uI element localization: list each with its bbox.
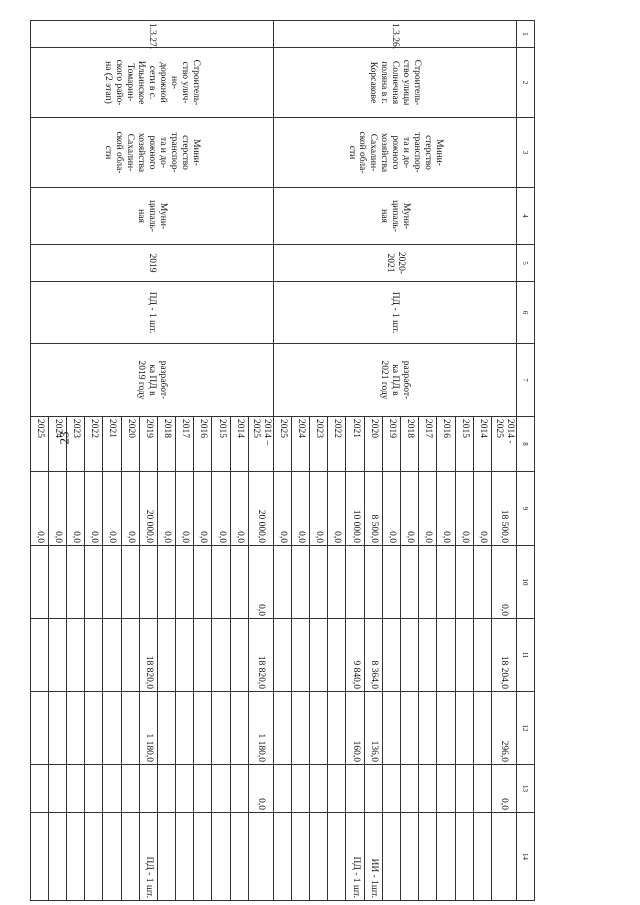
federal-value — [437, 546, 455, 619]
local-value: 1 180,0 — [139, 692, 157, 765]
other-value — [473, 765, 491, 813]
result-value — [67, 813, 85, 901]
regional-value: 18 204,0 — [491, 619, 516, 692]
column-number: 3 — [516, 118, 534, 188]
total-value: 0,0 — [291, 472, 309, 546]
total-value: 0,0 — [121, 472, 139, 546]
local-value — [273, 692, 291, 765]
design-docs: ПД - 1 шт. — [273, 282, 516, 344]
local-value — [401, 692, 419, 765]
regional-value — [473, 619, 491, 692]
year: 2018 — [401, 417, 419, 472]
federal-value — [139, 546, 157, 619]
local-value — [30, 692, 48, 765]
federal-value — [194, 546, 212, 619]
regional-value — [157, 619, 175, 692]
column-number: 8 — [516, 417, 534, 472]
federal-value — [419, 546, 437, 619]
regional-value — [67, 619, 85, 692]
year: 2015 — [212, 417, 230, 472]
regional-value — [176, 619, 194, 692]
year: 2018 — [157, 417, 175, 472]
year: 2017 — [176, 417, 194, 472]
ownership: Муни- ципаль- ная — [273, 188, 516, 245]
result-value: ИИ - 1шт. — [364, 813, 382, 901]
program-table — [30, 20, 535, 901]
year: 2023 — [310, 417, 328, 472]
column-number-row — [516, 21, 534, 901]
other-value — [103, 765, 121, 813]
federal-value — [48, 546, 66, 619]
result-value — [382, 813, 400, 901]
column-number: 14 — [516, 813, 534, 901]
local-value — [437, 692, 455, 765]
year: 2024 — [291, 417, 309, 472]
federal-value — [473, 546, 491, 619]
total-value: 0,0 — [310, 472, 328, 546]
federal-value — [30, 546, 48, 619]
rotated-table-container — [34, 20, 535, 900]
regional-value — [212, 619, 230, 692]
total-value: 0,0 — [473, 472, 491, 546]
other-value — [85, 765, 103, 813]
other-value — [157, 765, 175, 813]
federal-value — [310, 546, 328, 619]
other-value — [230, 765, 248, 813]
result-value: ПД - 1 шт. — [139, 813, 157, 901]
result-value — [48, 813, 66, 901]
design-docs: ПД - 1 шт. — [30, 282, 273, 344]
federal-value — [157, 546, 175, 619]
result-value — [85, 813, 103, 901]
year: 2017 — [419, 417, 437, 472]
ownership: Муни- ципаль- ная — [30, 188, 273, 245]
year: 2025 — [30, 417, 48, 472]
column-number: 7 — [516, 344, 534, 417]
year: 2024 — [48, 417, 66, 472]
local-value — [328, 692, 346, 765]
total-value: 20 000,0 — [139, 472, 157, 546]
local-value — [194, 692, 212, 765]
result-value — [157, 813, 175, 901]
other-value: 0,0 — [248, 765, 273, 813]
other-value — [67, 765, 85, 813]
table-row — [491, 21, 516, 901]
local-value — [455, 692, 473, 765]
federal-value — [176, 546, 194, 619]
result-value — [401, 813, 419, 901]
total-value: 0,0 — [455, 472, 473, 546]
regional-value — [121, 619, 139, 692]
local-value — [473, 692, 491, 765]
local-value: 296,0 — [491, 692, 516, 765]
column-number: 10 — [516, 546, 534, 619]
total-value: 0,0 — [157, 472, 175, 546]
local-value: 160,0 — [346, 692, 364, 765]
object-name: Строитель- ство улич- но- дорожной сети в с. Ильинское Томарин- ского райо- на (2 этап) — [30, 48, 273, 118]
local-value — [230, 692, 248, 765]
total-value: 0,0 — [382, 472, 400, 546]
regional-value: 9 840,0 — [346, 619, 364, 692]
result-value — [176, 813, 194, 901]
other-value — [401, 765, 419, 813]
local-value — [176, 692, 194, 765]
result-value — [230, 813, 248, 901]
regional-value — [382, 619, 400, 692]
column-number: 11 — [516, 619, 534, 692]
total-value: 0,0 — [419, 472, 437, 546]
object-name: Строитель- ство улицы Солнечная поляна в г. Корсакове — [273, 48, 516, 118]
result-value — [473, 813, 491, 901]
result-value — [30, 813, 48, 901]
column-number: 1 — [516, 21, 534, 48]
other-value — [48, 765, 66, 813]
note: разработ- ка ПД в 2019 году — [30, 344, 273, 417]
regional-value — [455, 619, 473, 692]
federal-value — [103, 546, 121, 619]
year: 2014 – 2025 — [248, 417, 273, 472]
other-value — [455, 765, 473, 813]
total-value: 0,0 — [230, 472, 248, 546]
total-value: 8 500,0 — [364, 472, 382, 546]
result-value — [273, 813, 291, 901]
regional-value — [103, 619, 121, 692]
customer: Мини- стерство транспор- та и до- рожного хозяйства Сахалин- ской обла- сти — [273, 118, 516, 188]
regional-value — [310, 619, 328, 692]
other-value — [382, 765, 400, 813]
other-value — [212, 765, 230, 813]
result-value — [310, 813, 328, 901]
total-value: 20 000,0 — [248, 472, 273, 546]
result-value — [437, 813, 455, 901]
customer: Мини- стерство транспор- та и до- рожного хозяйства Сахалин- ской обла- сти — [30, 118, 273, 188]
total-value: 0,0 — [176, 472, 194, 546]
federal-value — [85, 546, 103, 619]
year: 2016 — [437, 417, 455, 472]
result-value — [419, 813, 437, 901]
result-value — [248, 813, 273, 901]
result-value — [103, 813, 121, 901]
year: 2016 — [194, 417, 212, 472]
other-value — [310, 765, 328, 813]
local-value: 136,0 — [364, 692, 382, 765]
regional-value — [419, 619, 437, 692]
total-value: 0,0 — [67, 472, 85, 546]
regional-value: 18 820,0 — [139, 619, 157, 692]
total-value: 0,0 — [401, 472, 419, 546]
federal-value — [346, 546, 364, 619]
other-value — [194, 765, 212, 813]
local-value — [157, 692, 175, 765]
other-value: 0,0 — [491, 765, 516, 813]
item-number: 1.3.26. — [273, 21, 516, 48]
table-body — [30, 21, 534, 901]
year: 2015 — [455, 417, 473, 472]
federal-value: 0,0 — [491, 546, 516, 619]
total-value: 0,0 — [273, 472, 291, 546]
column-number: 4 — [516, 188, 534, 245]
regional-value: 18 820,0 — [248, 619, 273, 692]
total-value: 0,0 — [48, 472, 66, 546]
period: 2019 — [30, 245, 273, 282]
regional-value — [48, 619, 66, 692]
local-value: 1 180,0 — [248, 692, 273, 765]
item-number: 1.3.27. — [30, 21, 273, 48]
year: 2025 — [273, 417, 291, 472]
other-value — [419, 765, 437, 813]
local-value — [310, 692, 328, 765]
local-value — [67, 692, 85, 765]
total-value: 0,0 — [194, 472, 212, 546]
note: разработ- ка ПД в 2021 году — [273, 344, 516, 417]
federal-value — [401, 546, 419, 619]
federal-value — [121, 546, 139, 619]
year: 2022 — [85, 417, 103, 472]
column-number: 5 — [516, 245, 534, 282]
result-value — [455, 813, 473, 901]
table-row — [248, 21, 273, 901]
other-value — [346, 765, 364, 813]
total-value: 0,0 — [437, 472, 455, 546]
federal-value — [328, 546, 346, 619]
other-value — [176, 765, 194, 813]
result-value — [491, 813, 516, 901]
regional-value — [230, 619, 248, 692]
year: 2014 — [473, 417, 491, 472]
year: 2021 — [346, 417, 364, 472]
total-value: 0,0 — [103, 472, 121, 546]
local-value — [382, 692, 400, 765]
total-value: 18 500,0 — [491, 472, 516, 546]
regional-value — [401, 619, 419, 692]
regional-value — [437, 619, 455, 692]
federal-value — [291, 546, 309, 619]
column-number: 12 — [516, 692, 534, 765]
other-value — [437, 765, 455, 813]
local-value — [419, 692, 437, 765]
federal-value — [273, 546, 291, 619]
total-value: 0,0 — [85, 472, 103, 546]
regional-value — [194, 619, 212, 692]
other-value — [364, 765, 382, 813]
year: 2014 — [230, 417, 248, 472]
year: 2019 — [139, 417, 157, 472]
regional-value — [328, 619, 346, 692]
local-value — [103, 692, 121, 765]
federal-value — [67, 546, 85, 619]
other-value — [328, 765, 346, 813]
result-value — [212, 813, 230, 901]
local-value — [212, 692, 230, 765]
year: 2022 — [328, 417, 346, 472]
other-value — [139, 765, 157, 813]
federal-value — [455, 546, 473, 619]
column-number: 2 — [516, 48, 534, 118]
regional-value — [85, 619, 103, 692]
regional-value — [30, 619, 48, 692]
result-value — [121, 813, 139, 901]
other-value — [291, 765, 309, 813]
result-value — [194, 813, 212, 901]
column-number: 13 — [516, 765, 534, 813]
year: 2019 — [382, 417, 400, 472]
year: 2023 — [67, 417, 85, 472]
federal-value — [382, 546, 400, 619]
result-value — [291, 813, 309, 901]
local-value — [121, 692, 139, 765]
total-value: 0,0 — [212, 472, 230, 546]
federal-value — [230, 546, 248, 619]
federal-value — [364, 546, 382, 619]
period: 2020- 2021 — [273, 245, 516, 282]
federal-value: 0,0 — [248, 546, 273, 619]
local-value — [291, 692, 309, 765]
federal-value — [212, 546, 230, 619]
local-value — [48, 692, 66, 765]
year: 2020 — [121, 417, 139, 472]
other-value — [273, 765, 291, 813]
total-value: 0,0 — [328, 472, 346, 546]
column-number: 9 — [516, 472, 534, 546]
other-value — [30, 765, 48, 813]
result-value: ПД - 1 шт. — [346, 813, 364, 901]
other-value — [121, 765, 139, 813]
regional-value — [273, 619, 291, 692]
regional-value — [291, 619, 309, 692]
result-value — [328, 813, 346, 901]
year: 2014 - 2025 — [491, 417, 516, 472]
year: 2020 — [364, 417, 382, 472]
page-number: 23 — [56, 431, 72, 445]
year: 2021 — [103, 417, 121, 472]
total-value: 0,0 — [30, 472, 48, 546]
total-value: 10 000,0 — [346, 472, 364, 546]
column-number: 6 — [516, 282, 534, 344]
local-value — [85, 692, 103, 765]
regional-value: 8 364,0 — [364, 619, 382, 692]
